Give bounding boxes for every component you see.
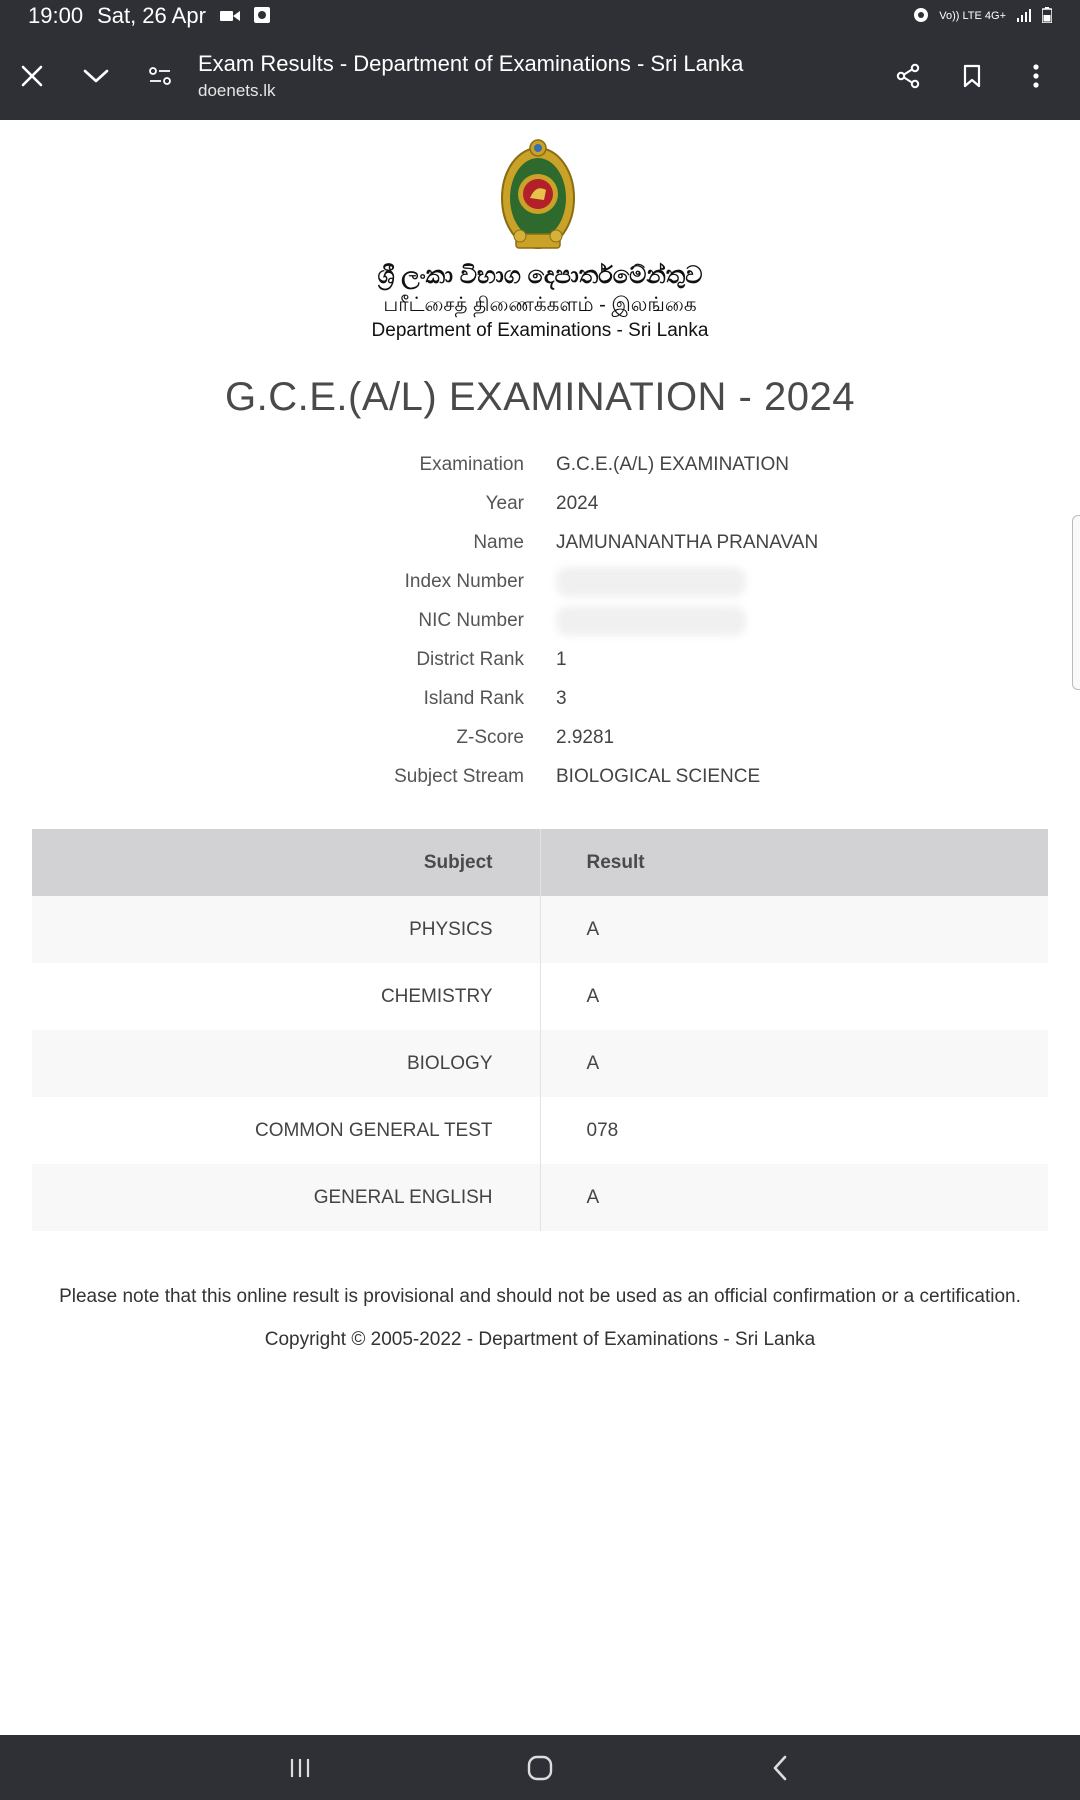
video-camera-icon: [220, 3, 240, 29]
table-row: [32, 963, 1048, 1030]
info-row: [0, 640, 1080, 679]
recent-apps-icon: [288, 1757, 312, 1779]
edge-panel-handle[interactable]: [1072, 515, 1080, 690]
info-value: 3: [556, 687, 567, 709]
info-label: Island Rank: [423, 687, 524, 709]
index-number-redacted: [556, 567, 746, 597]
page-tab-title: Exam Results - Department of Examinations - Sri Lanka: [198, 51, 744, 76]
redaction-blur: [556, 606, 746, 636]
address-area[interactable]: [198, 51, 876, 101]
back-button[interactable]: [660, 1735, 900, 1800]
sri-lanka-emblem-logo: [498, 136, 578, 256]
table-row: [32, 1030, 1048, 1097]
recent-apps-button[interactable]: [180, 1735, 420, 1800]
info-row: [0, 445, 1080, 484]
result-cell: A: [586, 985, 600, 1007]
info-row: [0, 757, 1080, 796]
result-cell: 078: [586, 1119, 619, 1141]
info-label: Examination: [419, 453, 524, 475]
subject-cell: GENERAL ENGLISH: [32, 1164, 540, 1231]
info-row: [0, 562, 1080, 601]
info-label: Index Number: [404, 570, 524, 592]
info-row: [0, 718, 1080, 757]
page-content: [0, 120, 1080, 1735]
results-table: [32, 829, 1048, 1231]
bookmark-button[interactable]: [940, 44, 1004, 108]
more-options-button[interactable]: [1004, 44, 1068, 108]
close-icon: [21, 65, 43, 87]
battery-icon: [1042, 7, 1052, 26]
tune-icon: [148, 65, 172, 87]
minimize-button[interactable]: [64, 44, 128, 108]
info-label: Name: [473, 531, 524, 553]
network-label: Vo)) LTE 4G+: [939, 10, 1006, 22]
info-value: 1: [556, 648, 567, 670]
result-cell: A: [586, 1052, 600, 1074]
copyright-text: Copyright © 2005-2022 - Department of Examinations - Sri Lanka: [264, 1329, 816, 1350]
result-cell: A: [586, 918, 600, 940]
share-icon: [895, 63, 921, 89]
info-row: [0, 523, 1080, 562]
table-row: [32, 1097, 1048, 1164]
info-value: G.C.E.(A/L) EXAMINATION: [556, 453, 789, 475]
page-url: doenets.lk: [198, 81, 276, 100]
browser-toolbar: [0, 32, 1080, 120]
info-label: Year: [485, 492, 524, 514]
redaction-blur: [556, 567, 746, 597]
info-label: Subject Stream: [394, 765, 524, 787]
table-row: [32, 1164, 1048, 1231]
result-cell: A: [586, 1186, 600, 1208]
page-settings-button[interactable]: [128, 44, 192, 108]
subject-cell: COMMON GENERAL TEST: [32, 1097, 540, 1164]
home-button[interactable]: [420, 1735, 660, 1800]
alarm-icon: [913, 7, 929, 26]
status-time: 19:00: [28, 3, 84, 28]
info-label: Z-Score: [456, 726, 524, 748]
info-value: BIOLOGICAL SCIENCE: [556, 765, 761, 787]
status-date: Sat, 26 Apr: [97, 3, 206, 28]
subject-cell: PHYSICS: [32, 896, 540, 963]
table-row: [32, 896, 1048, 963]
info-label: District Rank: [416, 648, 524, 670]
close-button[interactable]: [0, 44, 64, 108]
screen-record-icon: [254, 3, 270, 29]
page-title: G.C.E.(A/L) EXAMINATION - 2024: [225, 375, 855, 419]
info-value: JAMUNANANTHA PRANAVAN: [556, 531, 819, 553]
nic-number-redacted: [556, 606, 746, 636]
department-name-tamil: பரீட்சைத் திணைக்களம் - இலங்கை: [383, 294, 697, 316]
system-navigation-bar: [0, 1735, 1080, 1800]
table-header-row: [32, 829, 1048, 896]
back-icon: [772, 1755, 788, 1781]
signal-icon: [1016, 8, 1032, 25]
provisional-note: Please note that this online result is provisional and should not be used as an official confirmation or a certification.: [59, 1286, 1021, 1307]
status-bar: [0, 0, 1080, 32]
subject-cell: CHEMISTRY: [32, 963, 540, 1030]
chevron-down-icon: [83, 68, 109, 84]
result-column-header: Result: [540, 829, 1048, 896]
info-row: [0, 679, 1080, 718]
info-value: 2024: [556, 492, 599, 514]
info-row: [0, 484, 1080, 523]
bookmark-icon: [962, 64, 982, 88]
department-name-english: Department of Examinations - Sri Lanka: [371, 320, 709, 341]
candidate-info: [0, 445, 1080, 796]
department-name-sinhala: ශ්‍රී ලංකා විභාග දෙපාර්තමේන්තුව: [377, 262, 703, 289]
more-vertical-icon: [1032, 64, 1040, 88]
info-value: 2.9281: [556, 726, 615, 748]
share-button[interactable]: [876, 44, 940, 108]
home-icon: [527, 1755, 553, 1781]
subject-column-header: Subject: [32, 829, 540, 896]
subject-cell: BIOLOGY: [32, 1030, 540, 1097]
info-row: [0, 601, 1080, 640]
info-label: NIC Number: [418, 609, 524, 631]
